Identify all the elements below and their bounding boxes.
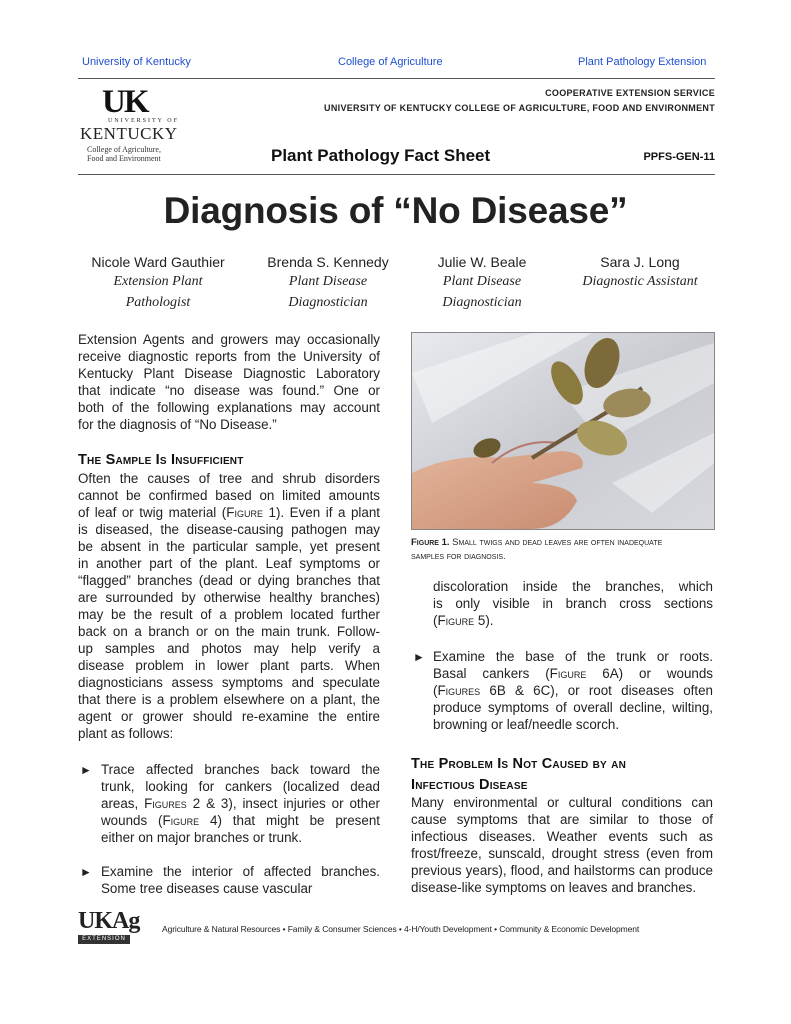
text-line: may be the result of a problem located further: [78, 607, 380, 622]
text-line: are surrounded by otherwise healthy branches): [78, 590, 380, 605]
intro-lines: [78, 331, 380, 433]
author-role-line1: Diagnostic Assistant: [582, 274, 698, 289]
text-line: diagnosticians assess symptoms and speculate: [78, 675, 380, 690]
coop-university-line: UNIVERSITY OF KENTUCKY COLLEGE OF AGRICULTURE, FOOD AND ENVIRONMENT: [324, 103, 715, 113]
text-line: back on a branch or on the main trunk. Follow-: [78, 624, 380, 639]
coop-extension-line: COOPERATIVE EXTENSION SERVICE: [545, 88, 715, 98]
text-line: previous years), flood, and hailstorms can produce: [411, 863, 713, 878]
text-line: of leaf or twig material (Figure 1). Even if a plant: [78, 505, 380, 520]
author-name: Julie W. Beale: [437, 254, 527, 270]
bullet-trace-lines: [101, 761, 380, 846]
figure-reference: Figure: [549, 666, 587, 681]
bullet-trace-branches: [101, 761, 380, 846]
ukag-logo-mark: UKAg: [78, 908, 140, 934]
header-top-rule: [78, 78, 715, 79]
continuation-lines: [433, 578, 713, 629]
author-role-line1: Plant Disease: [288, 274, 368, 289]
text-line: up samples and photos may help verify a: [78, 641, 380, 656]
not-infectious-lines: [411, 794, 713, 896]
bullet-interior-lines: [101, 863, 380, 897]
document-title: Diagnosis of “No Disease”: [163, 190, 628, 231]
figure-reference: Figures: [437, 683, 481, 698]
text-line: Trace affected branches back toward the: [101, 762, 380, 777]
author-name: Sara J. Long: [600, 254, 680, 270]
text-line: that there is a problem elsewhere on a plant, the: [78, 692, 380, 707]
figure-1-caption-label: Figure 1.: [411, 537, 450, 548]
text-line: Kentucky Plant Disease Diagnostic Laboratory: [78, 366, 380, 381]
uk-logo-university-of: UNIVERSITY OF: [108, 118, 179, 124]
text-line: (Figures 6B & 6C), or root diseases often: [433, 683, 713, 698]
section-heading-not-infectious-line2: Infectious Disease: [411, 777, 528, 793]
uk-logo-college-line1: College of Agriculture,: [87, 145, 161, 154]
text-line: trunk, looking for cankers (localized dead: [101, 779, 380, 794]
text-line: that indicate “no disease was found.” One or: [78, 383, 380, 398]
header-bottom-rule: [78, 174, 715, 175]
figure-reference: Figure: [437, 613, 475, 628]
text-line: plant as follows:: [78, 726, 174, 741]
author-2: [248, 254, 408, 312]
text-line: either on major branches or trunk.: [101, 830, 302, 845]
text-line: produce symptoms of overall decline, wilting,: [433, 700, 713, 715]
text-line: agent or grower should re-examine the entire: [78, 709, 380, 724]
text-line: disease-like symptoms on leaves and branches.: [411, 880, 697, 895]
bullet-examine-interior: [101, 863, 380, 897]
bullet-base-lines: [433, 648, 713, 733]
sample-insufficient-paragraph: [78, 470, 380, 742]
figure-1-photo: [411, 332, 715, 530]
uk-logo-mark: UK: [102, 84, 148, 120]
interior-continuation: [433, 578, 713, 629]
text-line: cannot be confirmed based on limited amounts: [78, 488, 380, 503]
section-heading-not-infectious: [411, 754, 626, 796]
text-line: Extension Agents and growers may occasionally: [78, 332, 380, 347]
ukag-logo-extension-band: EXTENSION: [78, 935, 130, 944]
text-line: cause symptoms that are similar to those of: [411, 812, 713, 827]
figure-1-caption-line2: samples for diagnosis.: [411, 551, 506, 562]
author-role-line2: Diagnostician: [442, 295, 522, 310]
text-line: receive diagnostic reports from the University of: [78, 349, 380, 364]
fact-sheet-title: Plant Pathology Fact Sheet: [271, 146, 491, 165]
text-line: is only visible in branch cross sections: [433, 596, 713, 611]
text-line: areas, Figures 2 & 3), insect injuries or other: [101, 796, 380, 811]
text-line: discoloration inside the branches, which: [433, 579, 713, 594]
text-line: Examine the interior of affected branches.: [101, 864, 380, 879]
author-role-line1: Extension Plant: [113, 274, 203, 289]
text-line: frost/freeze, sunscald, drought stress (even from: [411, 846, 713, 861]
ukag-extension-logo: [78, 908, 156, 948]
text-line: Often the causes of tree and shrub disorders: [78, 471, 380, 486]
section-heading-not-infectious-line1: The Problem Is Not Caused by an: [411, 756, 626, 772]
figure-reference: Figure: [226, 505, 263, 520]
text-line: infectious diseases. Weather events such as: [411, 829, 713, 844]
text-line: disease problem in lower plant parts. When: [78, 658, 380, 673]
text-line: wounds (Figure 4) that might be present: [101, 813, 380, 828]
text-line: in another part of the plant. Leaf symptoms or: [78, 556, 380, 571]
text-line: “flagged” branches (dead or dying branches that: [78, 573, 380, 588]
header-link-college[interactable]: College of Agriculture: [338, 56, 443, 68]
text-line: be absent in the particular sample, yet present: [78, 539, 380, 554]
uk-logo: [80, 84, 190, 166]
text-line: Many environmental or cultural conditions can: [411, 795, 713, 810]
text-line: both of the following explanations may account: [78, 400, 380, 415]
author-name: Nicole Ward Gauthier: [91, 254, 225, 270]
bullet-arrow-icon: ►: [80, 763, 92, 777]
figure-1-caption: [411, 536, 716, 564]
figure-reference: Figure: [162, 813, 200, 828]
header-link-uk[interactable]: University of Kentucky: [82, 56, 191, 68]
not-infectious-paragraph: [411, 794, 713, 896]
section-heading-sample-insufficient: The Sample Is Insufficient: [78, 452, 244, 468]
text-line: browning or leaf/needle scorch.: [433, 717, 620, 732]
author-role-line1: Plant Disease: [442, 274, 522, 289]
uk-logo-college-line2: Food and Environment: [87, 154, 161, 163]
footer-program-areas: Agriculture & Natural Resources • Family & Consumer Sciences • 4-H/Youth Development • Community & Economic Development: [162, 924, 640, 934]
sample-insufficient-lines: [78, 470, 380, 742]
intro-paragraph: [78, 331, 380, 433]
text-line: Basal cankers (Figure 6A) or wounds: [433, 666, 713, 681]
author-role-line2: Diagnostician: [288, 295, 368, 310]
text-line: (Figure 5).: [433, 613, 494, 628]
text-line: Some tree diseases cause vascular: [101, 881, 313, 896]
uk-logo-kentucky: KENTUCKY: [80, 124, 178, 143]
figure-1-illustration: [412, 333, 714, 529]
text-line: for the diagnosis of “No Disease.”: [78, 417, 277, 432]
author-3: [402, 254, 562, 312]
author-1: [78, 254, 238, 312]
author-4: [560, 254, 720, 293]
author-name: Brenda S. Kennedy: [267, 254, 389, 270]
text-line: is diseased, the disease-causing pathogen may: [78, 522, 380, 537]
bullet-examine-base: [433, 648, 713, 733]
bullet-arrow-icon: ►: [80, 865, 92, 879]
bullet-arrow-icon: ►: [413, 650, 425, 664]
figure-1-caption-line1: Small twigs and dead leaves are often inadequate: [449, 537, 663, 548]
figure-reference: Figures: [144, 796, 187, 811]
text-line: Examine the base of the trunk or roots.: [433, 649, 713, 664]
header-link-plant-pathology[interactable]: Plant Pathology Extension: [578, 56, 707, 68]
author-role-line2: Pathologist: [125, 295, 191, 310]
fact-sheet-code: PPFS-GEN-11: [643, 151, 715, 163]
